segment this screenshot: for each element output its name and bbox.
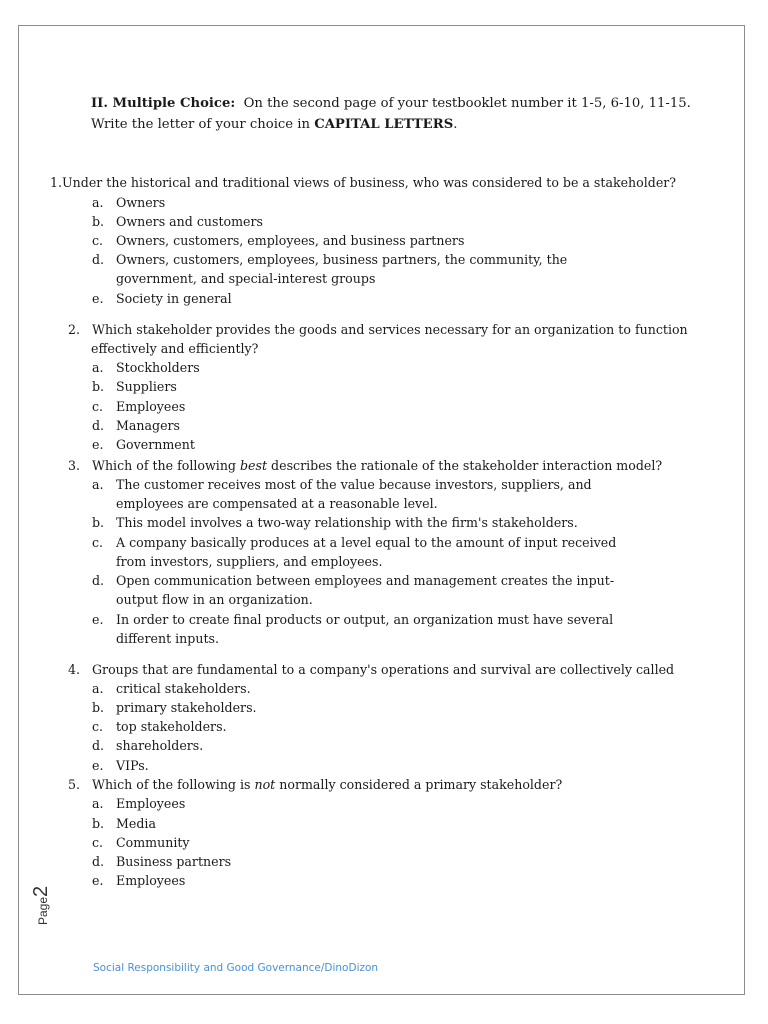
option-letter: d. xyxy=(92,738,105,753)
instructions-text-2: Write the letter of your choice in xyxy=(91,117,315,132)
option-text: shareholders. xyxy=(116,738,204,753)
option-text: In order to create final products or output, an organization must have several xyxy=(116,612,614,627)
option-text: primary stakeholders. xyxy=(116,700,257,715)
option-4b xyxy=(92,698,257,717)
footer-text: Social Responsibility and Good Governance/DinoDizon xyxy=(93,962,379,974)
section-heading: II. Multiple Choice: xyxy=(91,96,236,111)
question-3 xyxy=(68,456,662,475)
question-number: 2. xyxy=(68,322,81,337)
option-letter: d. xyxy=(92,252,105,267)
option-5c xyxy=(92,833,190,852)
page-word: Page xyxy=(36,896,50,925)
option-text: Owners, customers, employees, and business partners xyxy=(116,233,465,248)
option-letter: b. xyxy=(92,379,105,394)
option-1a xyxy=(92,193,165,212)
option-letter: a. xyxy=(92,360,104,375)
question-5 xyxy=(68,775,562,794)
option-2d xyxy=(92,416,180,435)
option-2a xyxy=(92,358,200,377)
question-text: effectively and efficiently? xyxy=(91,341,259,356)
option-text: Owners xyxy=(116,195,166,210)
option-5b xyxy=(92,814,156,833)
option-5e xyxy=(92,871,185,890)
instructions-line-1 xyxy=(91,93,691,114)
option-4c xyxy=(92,717,227,736)
option-text: from investors, suppliers, and employees. xyxy=(116,554,383,569)
option-letter: b. xyxy=(92,816,105,831)
option-text: Employees xyxy=(116,796,186,811)
question-text: normally considered a primary stakeholder? xyxy=(275,777,563,792)
option-3e xyxy=(92,610,613,629)
option-text: output flow in an organization. xyxy=(116,592,313,607)
option-text: Business partners xyxy=(116,854,232,869)
question-text: describes the rationale of the stakeholder interaction model? xyxy=(267,458,663,473)
option-text: Owners, customers, employees, business partners, the community, the xyxy=(116,252,568,267)
option-letter: d. xyxy=(92,854,105,869)
option-letter: b. xyxy=(92,214,105,229)
option-text: government, and special-interest groups xyxy=(116,271,376,286)
option-2b xyxy=(92,377,177,396)
option-text: Society in general xyxy=(116,291,232,306)
option-1d xyxy=(92,250,567,269)
option-text: employees are compensated at a reasonable level. xyxy=(116,496,438,511)
option-text: top stakeholders. xyxy=(116,719,227,734)
option-letter: e. xyxy=(92,758,104,773)
option-1b xyxy=(92,212,263,231)
option-text: Employees xyxy=(116,399,186,414)
option-4a xyxy=(92,679,251,698)
option-text: Open communication between employees and management creates the input- xyxy=(116,573,615,588)
option-letter: e. xyxy=(92,437,104,452)
option-1c xyxy=(92,231,464,250)
question-number: 1. xyxy=(50,175,63,190)
page-number: 2 xyxy=(30,885,52,897)
option-text: critical stakeholders. xyxy=(116,681,251,696)
option-letter: b. xyxy=(92,515,105,530)
option-4e xyxy=(92,756,149,775)
option-2c xyxy=(92,397,185,416)
option-text: VIPs. xyxy=(116,758,149,773)
option-letter: c. xyxy=(92,399,104,414)
option-letter: e. xyxy=(92,873,104,888)
option-text: A company basically produces at a level equal to the amount of input received xyxy=(116,535,617,550)
option-5d xyxy=(92,852,231,871)
option-letter: c. xyxy=(92,233,104,248)
option-letter: a. xyxy=(92,477,104,492)
question-text: Which of the following is xyxy=(92,777,255,792)
option-5a xyxy=(92,794,185,813)
question-emphasis: not xyxy=(254,777,276,792)
option-3d-cont xyxy=(116,590,313,609)
option-text: Stockholders xyxy=(116,360,200,375)
option-3c-cont xyxy=(116,552,382,571)
option-text: Managers xyxy=(116,418,181,433)
option-3a xyxy=(92,475,592,494)
option-3a-cont xyxy=(116,494,438,513)
option-1e xyxy=(92,289,232,308)
option-text: This model involves a two-way relationship with the firm's stakeholders. xyxy=(116,515,578,530)
question-number: 3. xyxy=(68,458,81,473)
option-letter: c. xyxy=(92,535,104,550)
option-text: Employees xyxy=(116,873,186,888)
option-letter: b. xyxy=(92,700,105,715)
option-letter: c. xyxy=(92,835,104,850)
question-text: Which stakeholder provides the goods and services necessary for an organization to function xyxy=(92,322,688,337)
option-letter: c. xyxy=(92,719,104,734)
question-number: 4. xyxy=(68,662,81,677)
option-3c xyxy=(92,533,616,552)
question-text: Which of the following xyxy=(92,458,240,473)
question-text: Under the historical and traditional views of business, who was considered to be a stakeholder? xyxy=(62,175,677,190)
option-2e xyxy=(92,435,195,454)
option-letter: e. xyxy=(92,612,104,627)
option-letter: d. xyxy=(92,418,105,433)
instructions-text: On the second page of your testbooklet number it 1-5, 6-10, 11-15. xyxy=(243,96,691,111)
question-2 xyxy=(68,320,688,339)
question-2-cont xyxy=(91,339,258,358)
option-text: Owners and customers xyxy=(116,214,263,229)
option-4d xyxy=(92,736,203,755)
option-text: different inputs. xyxy=(116,631,219,646)
capital-letters-emphasis: CAPITAL LETTERS xyxy=(314,117,454,132)
option-text: Community xyxy=(116,835,190,850)
question-emphasis: best xyxy=(240,458,268,473)
page-number-label xyxy=(30,886,53,925)
option-3d xyxy=(92,571,614,590)
question-1 xyxy=(50,173,676,192)
instructions-period: . xyxy=(453,117,458,132)
option-text: Suppliers xyxy=(116,379,177,394)
option-text: Media xyxy=(116,816,156,831)
option-letter: d. xyxy=(92,573,105,588)
question-text: Groups that are fundamental to a company's operations and survival are collectively called xyxy=(92,662,675,677)
option-3e-cont xyxy=(116,629,219,648)
question-4 xyxy=(68,660,674,679)
option-letter: a. xyxy=(92,796,104,811)
option-letter: e. xyxy=(92,291,104,306)
question-number: 5. xyxy=(68,777,81,792)
option-3b xyxy=(92,513,578,532)
option-text: Government xyxy=(116,437,195,452)
option-letter: a. xyxy=(92,195,104,210)
instructions-line-2 xyxy=(91,114,457,135)
option-letter: a. xyxy=(92,681,104,696)
option-1d-cont xyxy=(116,269,375,288)
option-text: The customer receives most of the value because investors, suppliers, and xyxy=(116,477,592,492)
